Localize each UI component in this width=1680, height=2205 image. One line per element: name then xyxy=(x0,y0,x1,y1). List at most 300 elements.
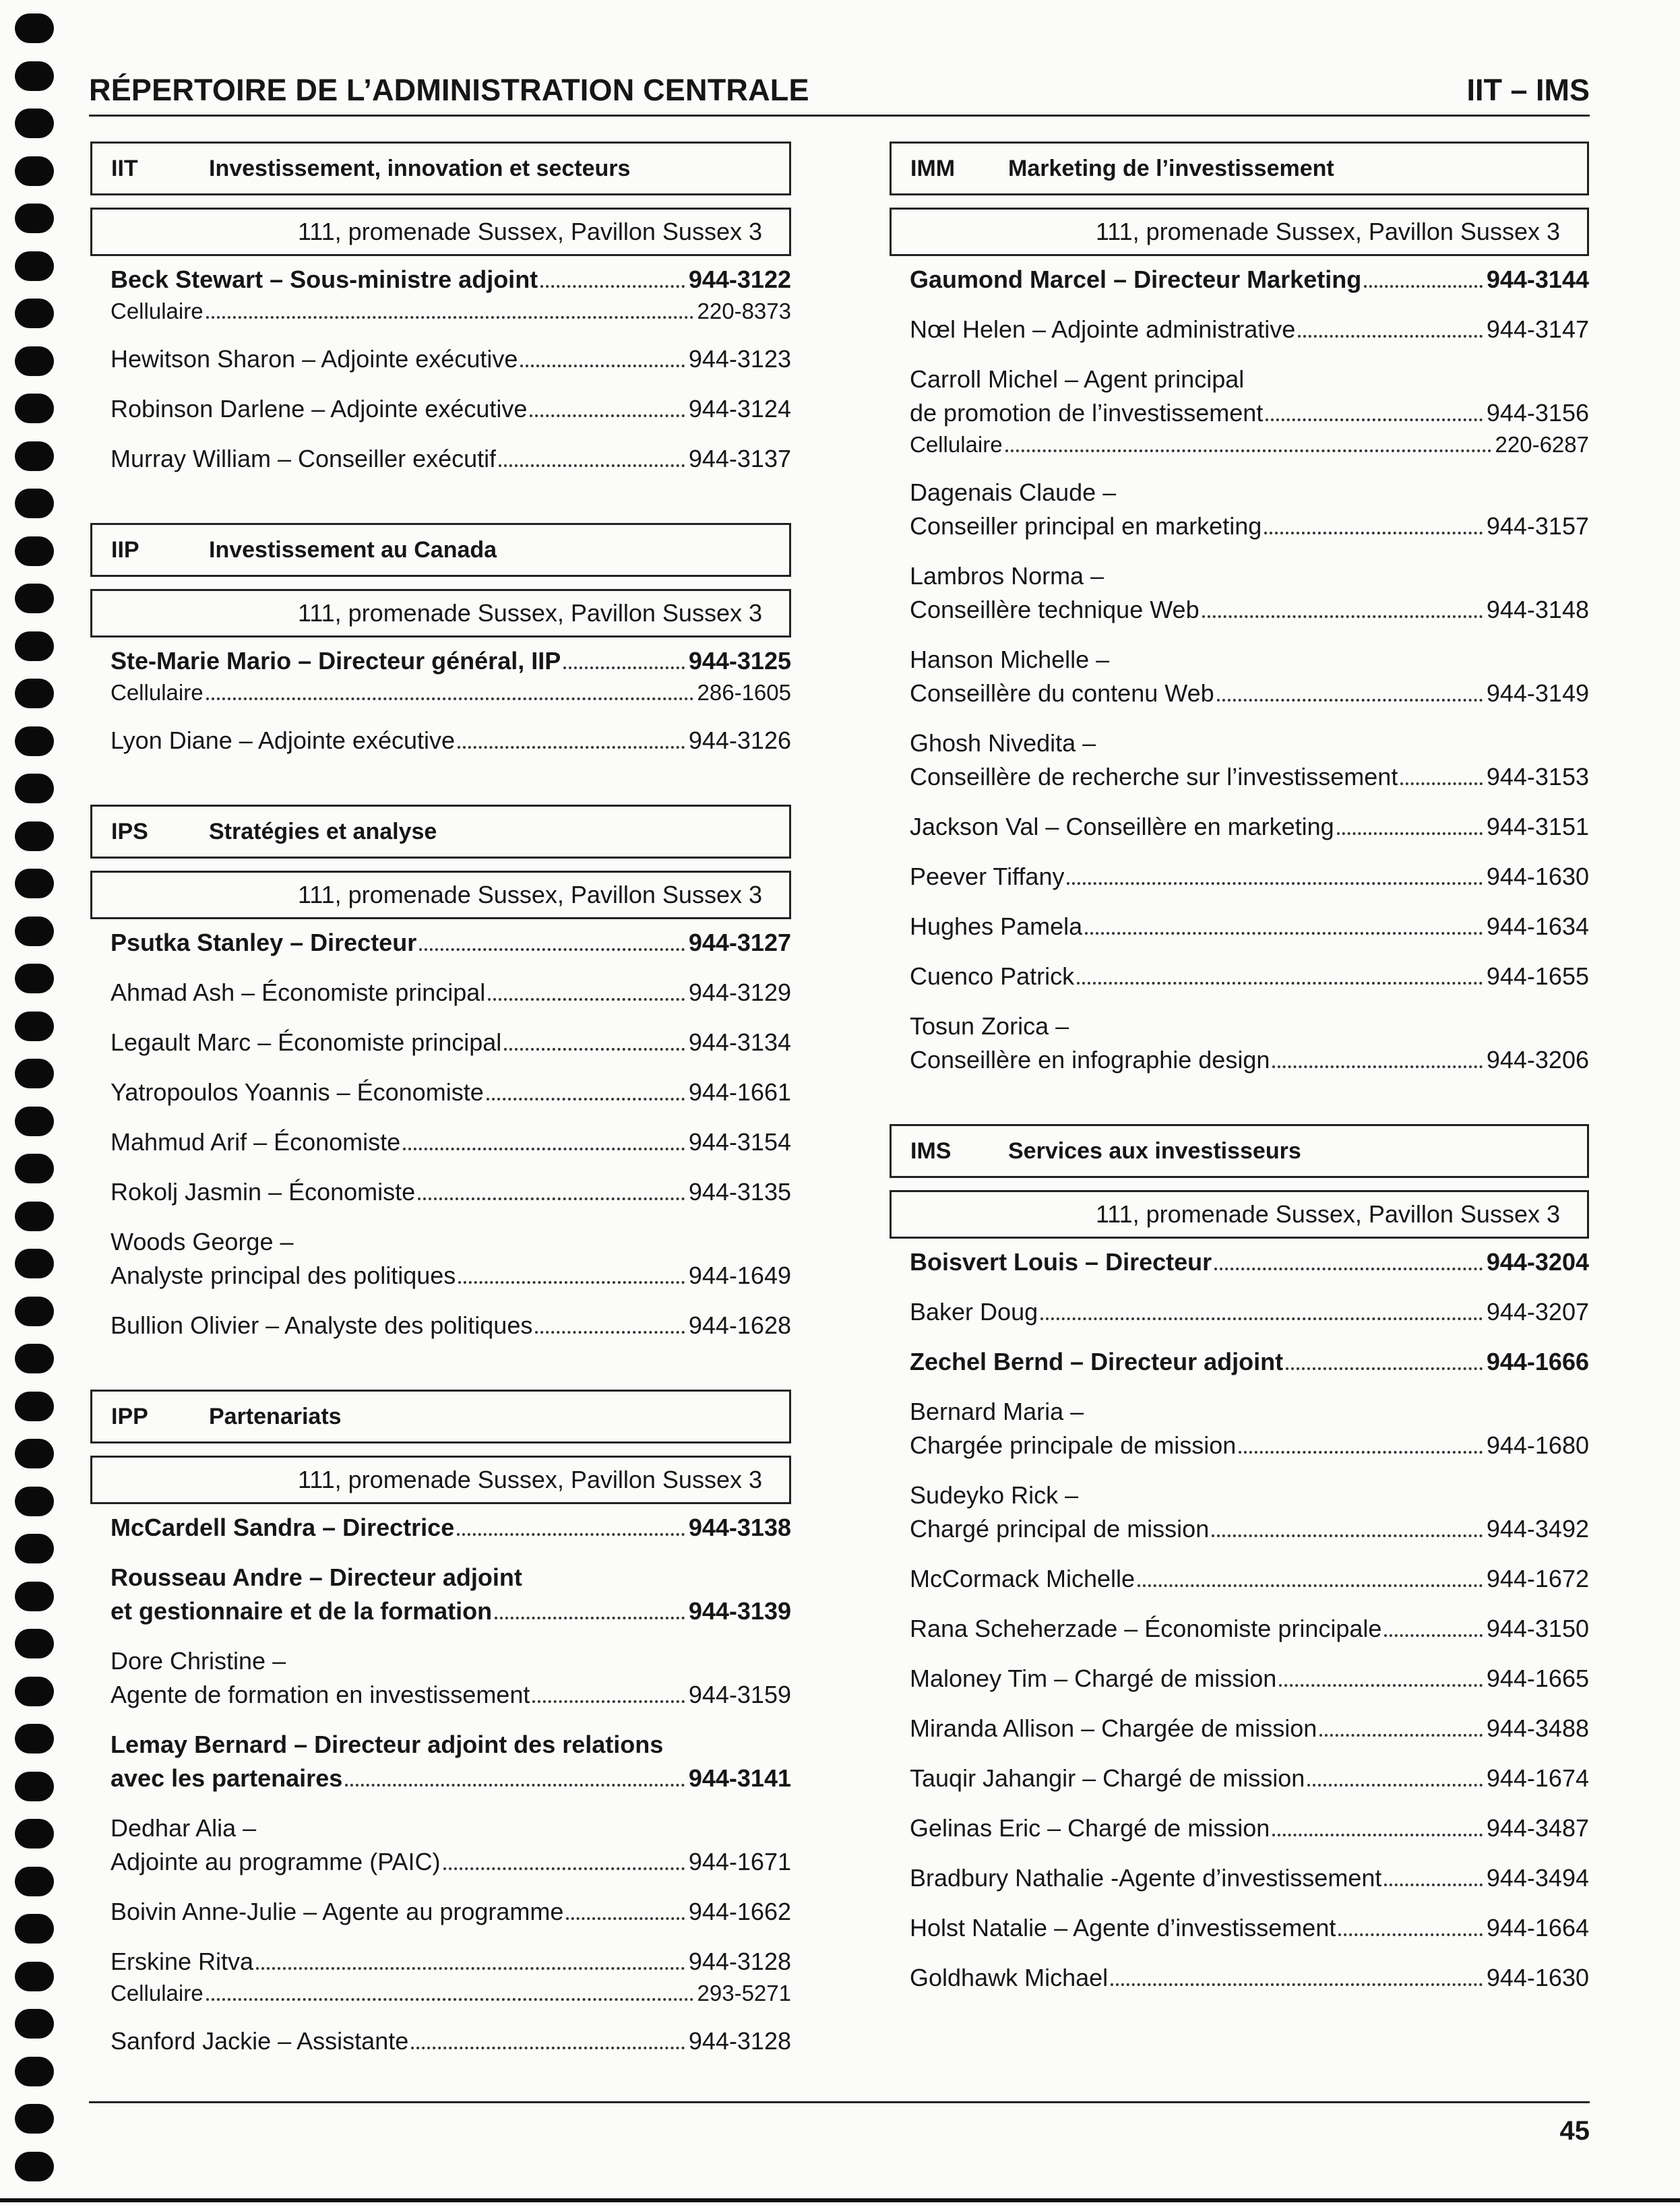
binder-hole xyxy=(15,1819,54,1849)
entry-text: Holst Natalie – Agente d’investissement xyxy=(910,1914,1336,1942)
footer-rule xyxy=(89,2101,1590,2103)
right-column xyxy=(890,142,1589,2042)
entry-text: Rana Scheherzade – Économiste principale xyxy=(910,1615,1382,1642)
directory-entry xyxy=(890,1395,1589,1462)
entry-line xyxy=(890,1861,1589,1895)
phone-number: 944-3159 xyxy=(688,1681,791,1708)
dot-leader xyxy=(563,666,685,669)
dot-leader xyxy=(1384,1634,1482,1637)
entry-line xyxy=(90,644,791,678)
directory-entry xyxy=(890,559,1589,627)
entry-text: McCormack Michelle xyxy=(910,1565,1135,1592)
entry-line xyxy=(890,1811,1589,1845)
entry-line xyxy=(90,1259,791,1293)
phone-number: 944-3147 xyxy=(1486,315,1589,343)
binder-hole xyxy=(15,1249,54,1278)
binder-hole xyxy=(15,1962,54,1991)
binder-hole xyxy=(15,917,54,946)
binder-hole xyxy=(15,1867,54,1896)
entry-line xyxy=(890,760,1589,794)
directory-entry xyxy=(90,342,791,376)
binder-hole xyxy=(15,1297,54,1326)
section-address: 111, promenade Sussex, Pavillon Sussex 3 xyxy=(90,589,791,638)
entry-line xyxy=(890,1043,1589,1077)
dot-leader xyxy=(520,365,684,367)
entry-line xyxy=(90,442,791,476)
section-address: 111, promenade Sussex, Pavillon Sussex 3 xyxy=(90,208,791,256)
binder-hole xyxy=(15,631,54,661)
entry-line xyxy=(890,396,1589,430)
phone-number: 944-3151 xyxy=(1486,813,1589,840)
phone-number: 944-3149 xyxy=(1486,679,1589,707)
entry-text: Goldhawk Michael xyxy=(910,1964,1109,1991)
section-code: IIT xyxy=(111,155,138,181)
binder-hole xyxy=(15,679,54,708)
binder-holes xyxy=(15,13,55,2197)
section-name: Services aux investisseurs xyxy=(1008,1138,1301,1164)
page-bottom-edge xyxy=(0,2198,1680,2202)
binder-hole xyxy=(15,2009,54,2039)
directory-entry xyxy=(890,1911,1589,1945)
directory-section xyxy=(890,1124,1589,1995)
entry-line xyxy=(890,593,1589,627)
dot-leader xyxy=(1364,285,1483,288)
dot-leader xyxy=(443,1867,685,1870)
header-rule xyxy=(89,115,1590,117)
entry-name-line: Lambros Norma – xyxy=(910,562,1105,590)
entry-line xyxy=(90,1076,791,1109)
dot-leader xyxy=(487,1098,685,1100)
entry-line xyxy=(890,263,1589,297)
entry-text: Bullion Olivier – Analyste des politiques xyxy=(111,1311,533,1339)
entry-text: Hewitson Sharon – Adjointe exécutive xyxy=(111,345,518,373)
section-name: Investissement, innovation et secteurs xyxy=(209,155,631,181)
section-address: 111, promenade Sussex, Pavillon Sussex 3 xyxy=(890,1190,1589,1239)
phone-number: 944-3150 xyxy=(1486,1615,1589,1642)
phone-number: 944-3492 xyxy=(1486,1515,1589,1543)
phone-number: 944-3153 xyxy=(1486,763,1589,790)
entry-name-line: Woods George – xyxy=(111,1228,294,1255)
dot-leader xyxy=(530,414,684,417)
phone-number: 944-3137 xyxy=(688,445,791,472)
phone-number: 944-1630 xyxy=(1486,1964,1589,1991)
entry-line xyxy=(90,724,791,757)
entry-text: Conseillère de recherche sur l’investissement xyxy=(910,763,1398,790)
directory-entry xyxy=(890,1562,1589,1596)
entry-text: Robinson Darlene – Adjointe exécutive xyxy=(111,395,528,423)
directory-entry xyxy=(90,442,791,476)
dot-leader xyxy=(1272,1834,1483,1836)
dot-leader xyxy=(1279,1684,1483,1687)
dot-leader xyxy=(458,746,685,749)
binder-hole xyxy=(15,1439,54,1468)
section-header xyxy=(890,1124,1589,1178)
section-code: IPP xyxy=(111,1403,148,1429)
binder-hole xyxy=(15,441,54,471)
section-code: IPS xyxy=(111,818,148,844)
dot-leader xyxy=(1214,1268,1483,1270)
directory-entry xyxy=(90,1811,791,1879)
binder-hole xyxy=(15,1344,54,1373)
binder-hole xyxy=(15,156,54,186)
phone-number: 944-1661 xyxy=(688,1078,791,1106)
entry-name-line: Tosun Zorica – xyxy=(910,1012,1069,1040)
binder-hole xyxy=(15,1582,54,1611)
entry-text: Agente de formation en investissement xyxy=(111,1681,530,1708)
dot-leader xyxy=(504,1048,685,1051)
directory-entry xyxy=(890,1662,1589,1696)
entry-text: Tauqir Jahangir – Chargé de mission xyxy=(910,1764,1305,1792)
entry-text: Hughes Pamela xyxy=(910,912,1083,940)
phone-number: 944-3141 xyxy=(688,1764,791,1792)
dot-leader xyxy=(1239,1451,1483,1454)
binder-hole xyxy=(15,2057,54,2086)
phone-number: 293-5271 xyxy=(697,1981,791,2006)
section-address: 111, promenade Sussex, Pavillon Sussex 3 xyxy=(890,208,1589,256)
directory-entry xyxy=(90,1561,791,1628)
phone-number: 944-1634 xyxy=(1486,912,1589,940)
dot-leader xyxy=(566,1917,684,1920)
entry-line xyxy=(890,1429,1589,1462)
binder-hole xyxy=(15,821,54,851)
binder-hole xyxy=(15,1012,54,1041)
phone-number: 944-3488 xyxy=(1486,1714,1589,1742)
dot-leader xyxy=(1077,982,1483,985)
entry-text: Murray William – Conseiller exécutif xyxy=(111,445,497,472)
section-address: 111, promenade Sussex, Pavillon Sussex 3 xyxy=(90,871,791,919)
entry-line xyxy=(890,313,1589,346)
entry-name-line: Ghosh Nivedita – xyxy=(910,729,1096,757)
directory-entry xyxy=(890,1961,1589,1995)
entry-text: Ahmad Ash – Économiste principal xyxy=(111,979,486,1006)
binder-hole xyxy=(15,869,54,898)
dot-leader xyxy=(403,1148,685,1150)
binder-hole xyxy=(15,489,54,518)
directory-entry xyxy=(90,263,791,326)
directory-entry xyxy=(890,1712,1589,1745)
cell-phone-line xyxy=(90,1979,791,2008)
section-name: Marketing de l’investissement xyxy=(1008,155,1334,181)
entry-text: Boisvert Louis – Directeur xyxy=(910,1248,1212,1276)
directory-entry xyxy=(890,313,1589,346)
entry-text: Nœl Helen – Adjointe administrative xyxy=(910,315,1296,343)
dot-leader xyxy=(458,1281,685,1284)
entry-text: McCardell Sandra – Directrice xyxy=(111,1514,455,1541)
entry-text: Gaumond Marcel – Directeur Marketing xyxy=(910,266,1362,293)
entry-text: Sanford Jackie – Assistante xyxy=(111,2027,409,2055)
entry-text: Ste-Marie Mario – Directeur général, IIP xyxy=(111,647,561,675)
dot-leader xyxy=(1217,699,1483,702)
dot-leader xyxy=(1338,1933,1483,1936)
entry-line xyxy=(90,1594,791,1628)
directory-section xyxy=(890,142,1589,1077)
dot-leader xyxy=(1111,1983,1483,1986)
cell-phone-line xyxy=(890,430,1589,460)
phone-number: 944-3128 xyxy=(688,1948,791,1975)
entry-text: Cuenco Patrick xyxy=(910,962,1075,990)
directory-entry xyxy=(90,1309,791,1342)
entry-text: Mahmud Arif – Économiste xyxy=(111,1128,401,1156)
phone-number: 944-3129 xyxy=(688,979,791,1006)
section-code: IMM xyxy=(910,155,956,181)
entry-line xyxy=(90,926,791,960)
dot-leader xyxy=(1085,932,1483,935)
entry-text: Erskine Ritva xyxy=(111,1948,254,1975)
directory-section xyxy=(90,142,791,476)
entry-text: Lyon Diane – Adjointe exécutive xyxy=(111,726,456,754)
directory-entry xyxy=(890,1479,1589,1546)
phone-number: 944-1665 xyxy=(1486,1665,1589,1692)
entry-text: Adjointe au programme (PAIC) xyxy=(111,1848,441,1875)
phone-number: 944-3494 xyxy=(1486,1864,1589,1892)
directory-entry xyxy=(90,926,791,960)
phone-number: 944-3126 xyxy=(688,726,791,754)
dot-leader xyxy=(532,1700,685,1703)
binder-hole xyxy=(15,2104,54,2134)
section-name: Stratégies et analyse xyxy=(209,818,437,844)
binder-hole xyxy=(15,1914,54,1944)
dot-leader xyxy=(419,948,685,951)
directory-entry xyxy=(890,363,1589,460)
directory-section xyxy=(90,805,791,1342)
cell-label: Cellulaire xyxy=(111,680,204,705)
binder-hole xyxy=(15,394,54,423)
dot-leader xyxy=(206,1998,693,2001)
binder-hole xyxy=(15,1154,54,1183)
phone-number: 944-3154 xyxy=(688,1128,791,1156)
binder-hole xyxy=(15,61,54,91)
entry-text: et gestionnaire et de la formation xyxy=(111,1597,493,1625)
entry-list xyxy=(90,263,791,476)
entry-text: de promotion de l’investissement xyxy=(910,399,1264,427)
phone-number: 944-3206 xyxy=(1486,1046,1589,1074)
binder-hole xyxy=(15,346,54,376)
entry-text: Beck Stewart – Sous-ministre adjoint xyxy=(111,266,538,293)
dot-leader xyxy=(1298,335,1483,338)
entry-text: Analyste principal des politiques xyxy=(111,1262,456,1289)
directory-entry xyxy=(890,1861,1589,1895)
section-code: IIP xyxy=(111,536,139,563)
phone-number: 944-3487 xyxy=(1486,1814,1589,1842)
dot-leader xyxy=(1212,1534,1483,1537)
entry-text: Conseillère technique Web xyxy=(910,596,1200,623)
dot-leader xyxy=(1266,418,1483,421)
entry-text: Psutka Stanley – Directeur xyxy=(111,929,417,956)
entry-name-line: Carroll Michel – Agent principal xyxy=(910,365,1245,393)
phone-number: 944-3124 xyxy=(688,395,791,423)
entry-name-line: Hanson Michelle – xyxy=(910,646,1110,673)
binder-hole xyxy=(15,726,54,756)
entry-line xyxy=(90,342,791,376)
dot-leader xyxy=(1286,1367,1483,1370)
entry-name-line: Rousseau Andre – Directeur adjoint xyxy=(111,1563,522,1591)
entry-text: Gelinas Eric – Chargé de mission xyxy=(910,1814,1270,1842)
phone-number: 944-3134 xyxy=(688,1028,791,1056)
entry-text: Zechel Bernd – Directeur adjoint xyxy=(910,1348,1284,1375)
directory-entry xyxy=(90,1895,791,1929)
directory-entry xyxy=(90,1644,791,1712)
entry-line xyxy=(890,677,1589,710)
entry-line xyxy=(890,1512,1589,1546)
entry-text: Conseillère en infographie design xyxy=(910,1046,1270,1074)
dot-leader xyxy=(1400,782,1483,785)
entry-text: Conseiller principal en marketing xyxy=(910,512,1262,540)
entry-line xyxy=(90,1026,791,1059)
entry-line xyxy=(90,392,791,426)
dot-leader xyxy=(1337,832,1483,835)
directory-entry xyxy=(890,860,1589,894)
entry-line xyxy=(890,910,1589,943)
binder-hole xyxy=(15,1534,54,1563)
entry-line xyxy=(890,960,1589,993)
phone-number: 220-6287 xyxy=(1495,432,1589,457)
phone-number: 944-3157 xyxy=(1486,512,1589,540)
binder-hole xyxy=(15,1629,54,1658)
directory-entry xyxy=(890,643,1589,710)
phone-number: 944-3144 xyxy=(1486,266,1589,293)
section-name: Partenariats xyxy=(209,1403,342,1429)
phone-number: 944-1666 xyxy=(1486,1348,1589,1375)
binder-hole xyxy=(15,964,54,993)
phone-number: 944-3207 xyxy=(1486,1298,1589,1326)
cell-phone-line xyxy=(90,678,791,708)
page-number: 45 xyxy=(1559,2116,1590,2146)
entry-text: Peever Tiffany xyxy=(910,863,1065,890)
dot-leader xyxy=(1264,532,1483,534)
entry-name-line: Lemay Bernard – Directeur adjoint des relations xyxy=(111,1731,664,1758)
phone-number: 944-1662 xyxy=(688,1898,791,1925)
entry-text: Boivin Anne-Julie – Agente au programme xyxy=(111,1898,564,1925)
phone-number: 944-3123 xyxy=(688,345,791,373)
phone-number: 944-1630 xyxy=(1486,863,1589,890)
entry-line xyxy=(90,1511,791,1545)
directory-section xyxy=(90,523,791,757)
section-code: IMS xyxy=(910,1138,952,1164)
entry-name-line: Dore Christine – xyxy=(111,1647,286,1675)
directory-entry xyxy=(890,1010,1589,1077)
dot-leader xyxy=(535,1331,685,1334)
binder-hole xyxy=(15,584,54,613)
entry-text: Miranda Allison – Chargée de mission xyxy=(910,1714,1317,1742)
entry-name-line: Dagenais Claude – xyxy=(910,478,1117,506)
entry-line xyxy=(890,509,1589,543)
entry-line xyxy=(890,1712,1589,1745)
entry-line xyxy=(90,1678,791,1712)
entry-line xyxy=(890,1961,1589,1995)
dot-leader xyxy=(1040,1317,1483,1320)
directory-entry xyxy=(90,392,791,426)
dot-leader xyxy=(411,2047,685,2049)
left-column xyxy=(90,142,791,2105)
dot-leader xyxy=(1005,449,1491,452)
dot-leader xyxy=(256,1967,685,1970)
directory-entry xyxy=(890,1811,1589,1845)
directory-entry xyxy=(890,1345,1589,1379)
entry-text: Maloney Tim – Chargé de mission xyxy=(910,1665,1277,1692)
phone-number: 944-3128 xyxy=(688,2027,791,2055)
directory-entry xyxy=(890,1612,1589,1646)
directory-entry xyxy=(890,960,1589,993)
dot-leader xyxy=(1319,1734,1483,1737)
directory-entry xyxy=(90,1728,791,1795)
section-header xyxy=(90,1390,791,1443)
entry-line xyxy=(90,1895,791,1929)
directory-entry xyxy=(90,1076,791,1109)
dot-leader xyxy=(418,1198,685,1200)
entry-text: Chargée principale de mission xyxy=(910,1431,1237,1459)
entry-line xyxy=(90,1945,791,1979)
entry-line xyxy=(890,860,1589,894)
directory-entry xyxy=(90,1026,791,1059)
entry-list xyxy=(890,1245,1589,1995)
phone-number: 944-1671 xyxy=(688,1848,791,1875)
section-code-range: IIT – IMS xyxy=(1466,73,1590,107)
phone-number: 944-3204 xyxy=(1486,1248,1589,1276)
section-header xyxy=(90,142,791,195)
entry-line xyxy=(890,1345,1589,1379)
entry-text: Baker Doug xyxy=(910,1298,1038,1326)
dot-leader xyxy=(488,998,685,1001)
entry-text: Legault Marc – Économiste principal xyxy=(111,1028,502,1056)
directory-entry xyxy=(890,1295,1589,1329)
binder-hole xyxy=(15,204,54,233)
entry-name-line: Bernard Maria – xyxy=(910,1398,1084,1425)
section-header xyxy=(90,805,791,859)
dot-leader xyxy=(457,1533,685,1536)
directory-entry xyxy=(90,1511,791,1545)
page-title: RÉPERTOIRE DE L’ADMINISTRATION CENTRALE xyxy=(89,73,809,107)
directory-entry xyxy=(890,476,1589,543)
entry-text: Rokolj Jasmin – Économiste xyxy=(111,1178,416,1206)
entry-text: avec les partenaires xyxy=(111,1764,343,1792)
directory-entry xyxy=(890,1762,1589,1795)
entry-line xyxy=(890,1911,1589,1945)
entry-line xyxy=(90,263,791,297)
entry-text: Conseillère du contenu Web xyxy=(910,679,1214,707)
binder-hole xyxy=(15,1202,54,1231)
directory-entry xyxy=(90,2024,791,2058)
section-name: Investissement au Canada xyxy=(209,536,497,563)
entry-text: Chargé principal de mission xyxy=(910,1515,1210,1543)
entry-line xyxy=(890,810,1589,844)
directory-entry xyxy=(90,976,791,1010)
section-address: 111, promenade Sussex, Pavillon Sussex 3 xyxy=(90,1456,791,1504)
binder-hole xyxy=(15,1107,54,1136)
entry-list xyxy=(90,1511,791,2058)
dot-leader xyxy=(1307,1784,1483,1787)
entry-line xyxy=(890,1612,1589,1646)
cell-phone-line xyxy=(90,297,791,326)
entry-line xyxy=(90,1175,791,1209)
dot-leader xyxy=(1138,1584,1483,1587)
phone-number: 944-1628 xyxy=(688,1311,791,1339)
directory-section xyxy=(90,1390,791,2058)
entry-text: Jackson Val – Conseillère en marketing xyxy=(910,813,1334,840)
entry-line xyxy=(90,976,791,1010)
directory-entry xyxy=(890,810,1589,844)
entry-list xyxy=(90,644,791,757)
directory-entry xyxy=(90,1125,791,1159)
dot-leader xyxy=(206,697,693,700)
entry-line xyxy=(890,1245,1589,1279)
directory-entry xyxy=(890,910,1589,943)
entry-line xyxy=(90,1762,791,1795)
directory-entry xyxy=(90,1175,791,1209)
phone-number: 944-1680 xyxy=(1486,1431,1589,1459)
binder-hole xyxy=(15,1392,54,1421)
entry-list xyxy=(890,263,1589,1077)
phone-number: 944-1672 xyxy=(1486,1565,1589,1592)
